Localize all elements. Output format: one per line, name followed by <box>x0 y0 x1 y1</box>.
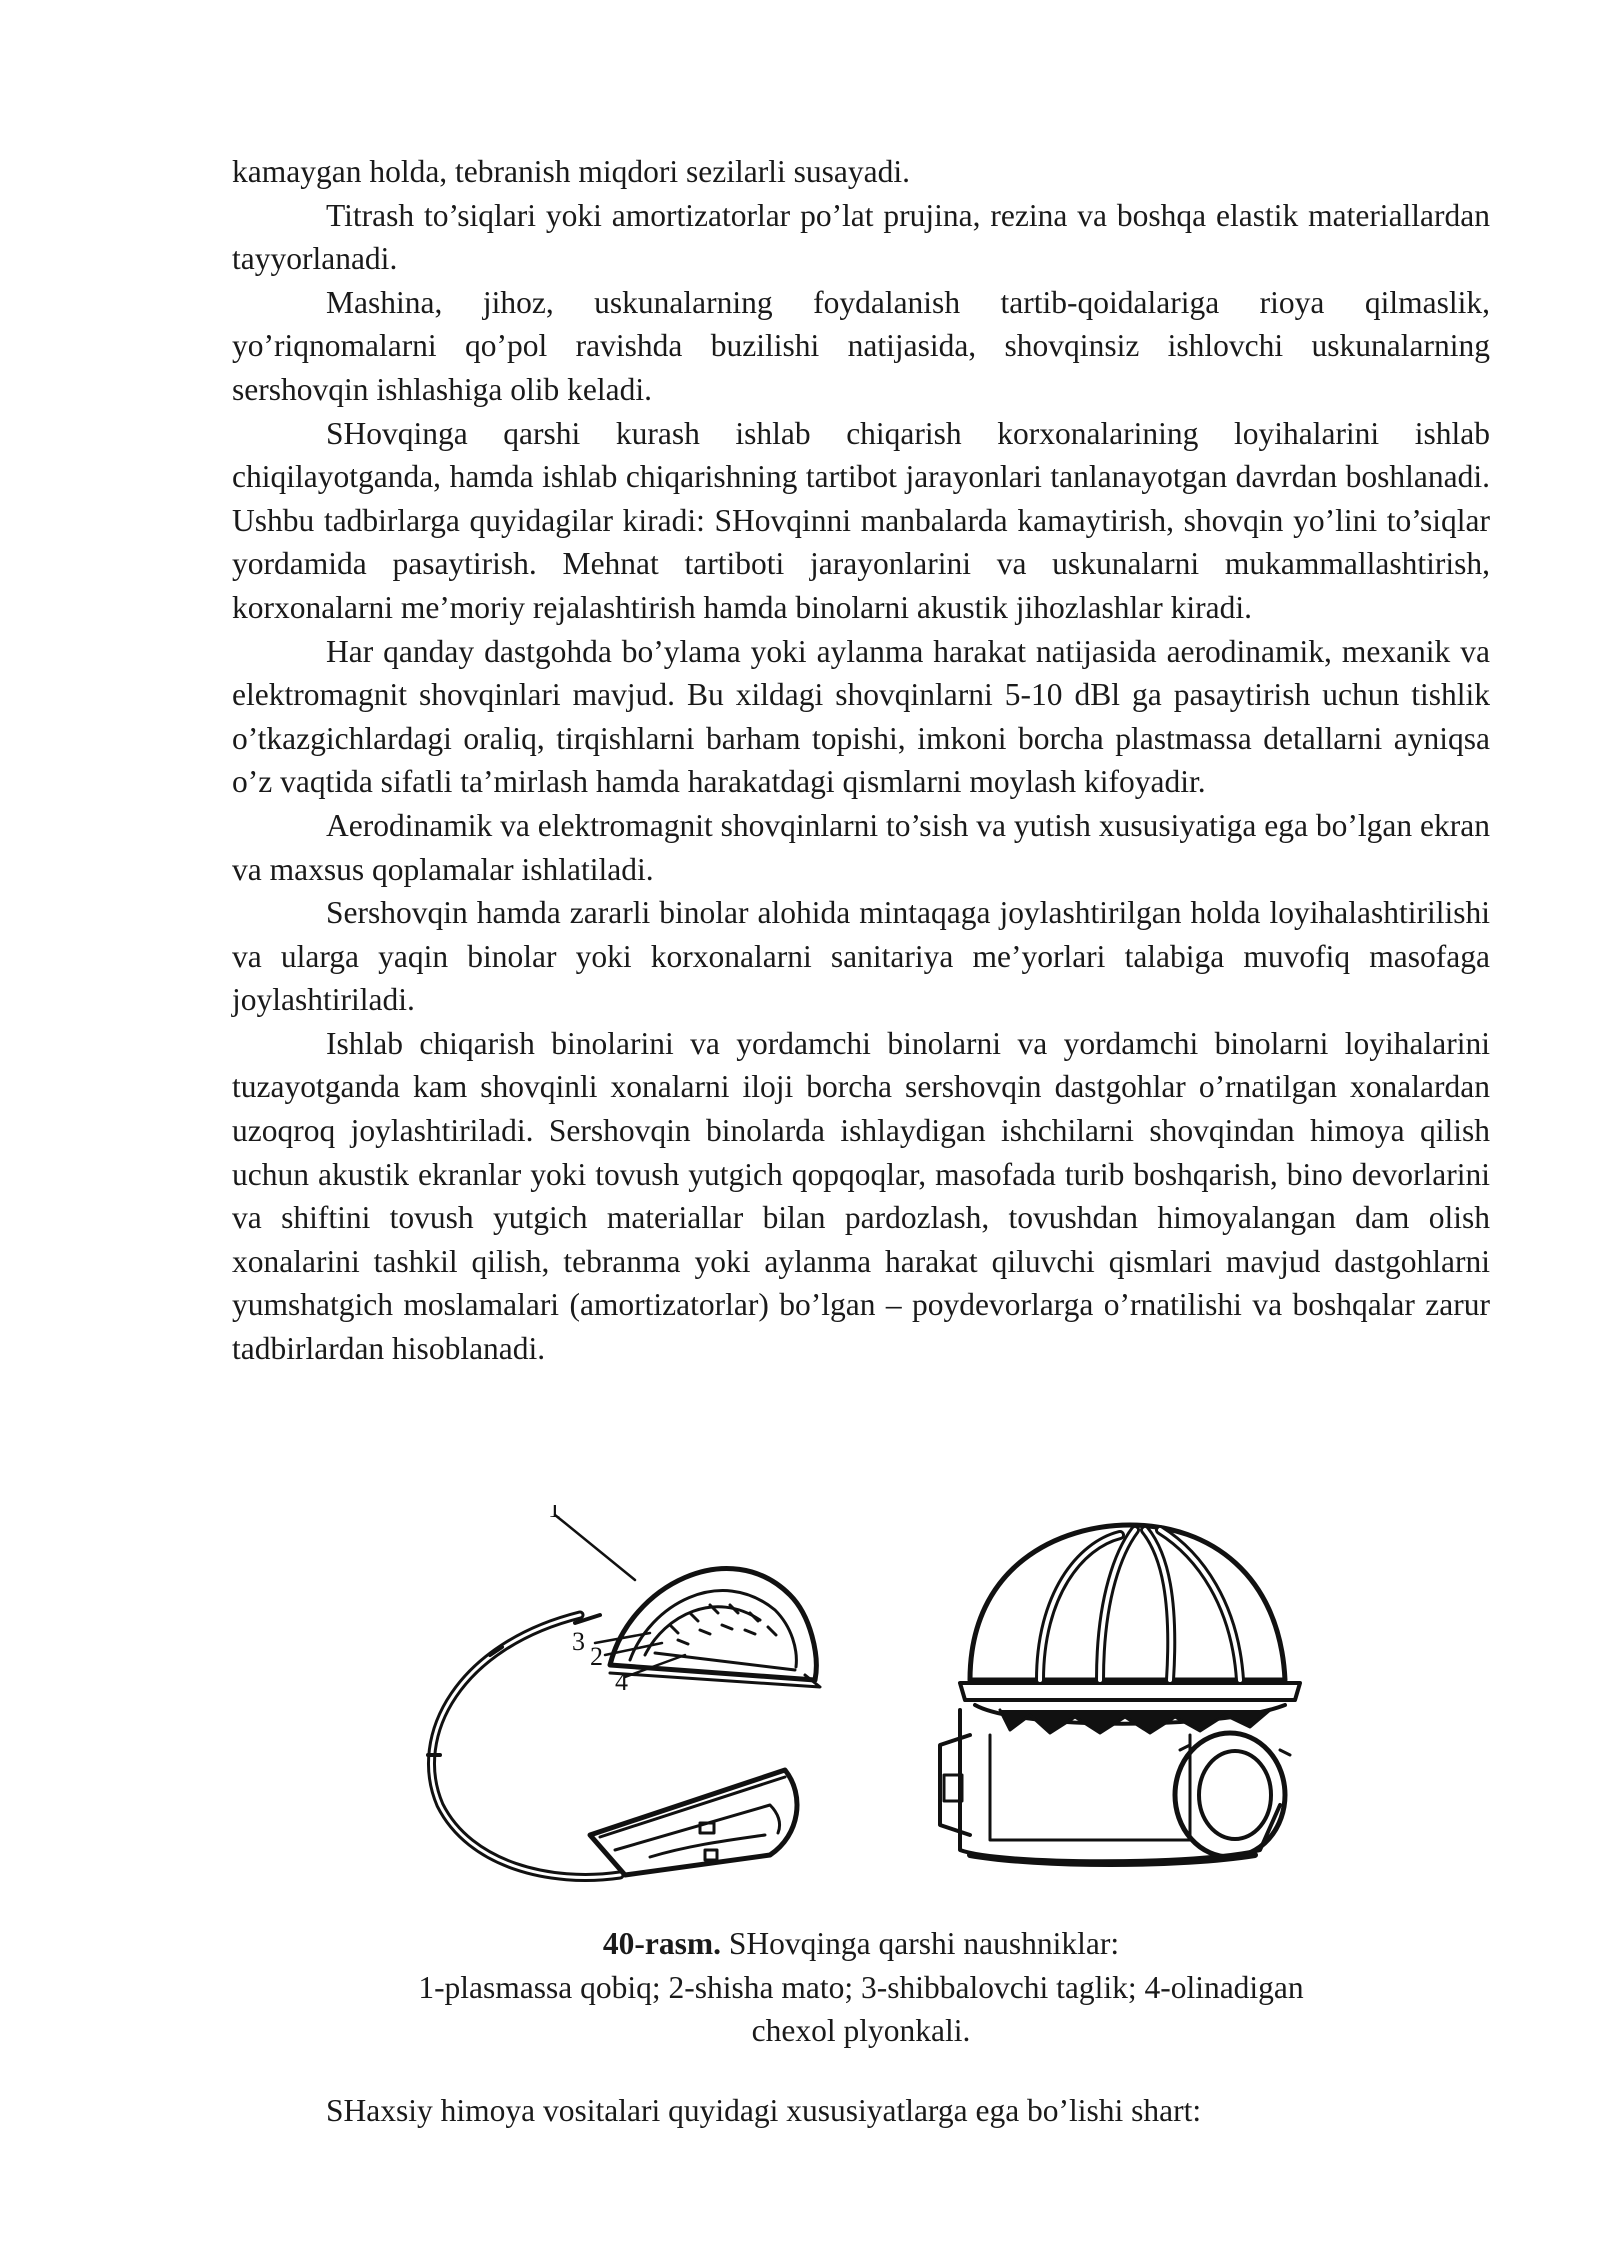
paragraph: kamaygan holda, tebranish miqdori sezilarli susayadi. <box>232 154 910 189</box>
paragraph: Ishlab chiqarish binolarini va yordamchi binolarni va yordamchi binolarni loyihalarini tuzayotganda kam shovqinli xonalarni iloji borcha sershovqin dastgohlar o’rnatilgan xonalardan uzoqroq joylashtiriladi. Sershovqin binolarda ishlaydigan ishchilarni shovqindan himoya qilish uchun akustik ekranlar yoki tovush yutgich qopqoqlar, masofada turib boshqarish, bino devorlarini va shiftini tovush yutgich materiallar bilan pardozlash, tovushdan himoyalangan dam olish xonalarini tashkil qilish, tebranma yoki aylanma harakat qiluvchi qismlari mavjud dastgohlarni yumshatgich moslamalari (amortizatorlar) bo’lgan – poydevorlarga o’rnatilishi va boshqalar zarur tadbirlardan hisoblanadi. <box>232 1025 1490 1367</box>
caption-legend-line: chexol plyonkali. <box>751 2013 971 2049</box>
caption-title: SHovqinga qarshi naushniklar: <box>721 1926 1120 1961</box>
headphones-figure <box>400 1505 1320 1905</box>
figure-caption <box>232 1922 1490 2053</box>
figure-label-1: 1 <box>548 1505 561 1523</box>
caption-title-line <box>232 1922 1490 1966</box>
paragraph: SHaxsiy himoya vositalari quyidagi xususiyatlarga ega bo’lishi shart: <box>326 2093 1202 2128</box>
paragraph: Titrash to’siqlari yoki amortizatorlar po’lat prujina, rezina va boshqa elastik materiallardan tayyorlanadi. <box>232 197 1490 277</box>
paragraph: Har qanday dastgohda bo’ylama yoki aylanma harakat natijasida aerodinamik, mexanik va elektromagnit shovqinlari mavjud. Bu xildagi shovqinlarni 5-10 dBl ga pasaytirish uchun tishlik o’tkazgichlardagi oraliq, tirqishlarni barham topishi, imkoni borcha plastmassa detallarni ayniqsa o’z vaqtida sifatli ta’mirlash hamda harakatdagi qismlarni moylash kifoyadir. <box>232 633 1490 800</box>
headphones-illustration <box>400 1505 1320 1905</box>
paragraph: SHovqinga qarshi kurash ishlab chiqarish korxonalarining loyihalarini ishlab chiqilayotganda, hamda ishlab chiqarishning tartibot jarayonlari tanlanayotgan davrdan boshlanadi. Ushbu tadbirlarga quyidagilar kiradi: SHovqinni manbalarda kamaytirish, shovqin yo’lini to’siqlar yordamida pasaytirish. Mehnat tartiboti jarayonlarini va uskunalarni mukammallashtirish, korxonalarni me’moriy rejalashtirish hamda binolarni akustik jihozlashlar kiradi. <box>232 415 1490 625</box>
figure-label-3: 3 <box>572 1627 585 1656</box>
caption-legend-line: 1-plasmassa qobiq; 2-shisha mato; 3-shibbalovchi taglik; 4-olinadigan <box>418 1969 1304 2005</box>
figure-label-4: 4 <box>615 1667 628 1696</box>
caption-figure-number: 40-rasm. <box>602 1926 722 1961</box>
figure-label-2: 2 <box>590 1642 603 1671</box>
paragraph: Aerodinamik va elektromagnit shovqinlarni to’sish va yutish xususiyatiga ega bo’lgan ekran va maxsus qoplamalar ishlatiladi. <box>232 807 1490 887</box>
paragraph: Sershovqin hamda zararli binolar alohida mintaqaga joylashtirilgan holda loyihalashtirilishi va ularga yaqin binolar yoki korxonalarni sanitariya me’yorlari talabiga muvofiq masofaga joylashtiriladi. <box>232 895 1490 1018</box>
paragraph: Mashina, jihoz, uskunalarning foydalanish tartib-qoidalariga rioya qilmaslik, yo’riqnomalarni qo’pol ravishda buzilishi natijasida, shovqinsiz ishlovchi uskunalarning sershovqin ishlashiga olib keladi. <box>232 284 1490 407</box>
body-text <box>232 150 1490 1371</box>
